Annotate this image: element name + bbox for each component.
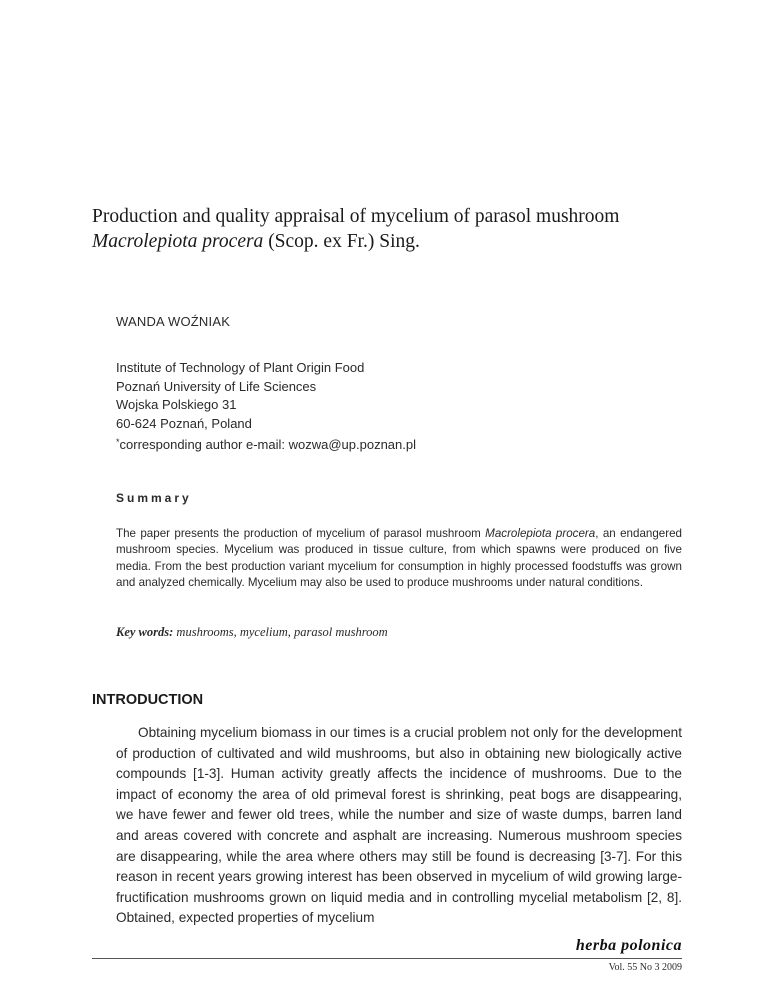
affiliation-line: Poznań University of Life Sciences xyxy=(116,378,317,394)
summary-text xyxy=(116,526,682,592)
corresponding-email: corresponding author e-mail: wozwa@up.poznan.pl xyxy=(119,437,416,452)
summary-heading: Summary xyxy=(116,491,192,505)
title-authority: (Scop. ex Fr.) Sing. xyxy=(263,231,420,252)
summary-species: Macrolepiota procera xyxy=(485,527,596,540)
introduction-heading: INTRODUCTION xyxy=(92,692,204,708)
affiliation-line: Wojska Polskiego 31 xyxy=(116,397,237,412)
summary-part-2: , an endangered mushroom species. Mycelium was produced in tissue culture, from which spawns were produced on five media. From the best production variant mycelium for consumption in highly processed foodstuffs was grown and analyzed chemically. Mycelium may also be used to produce mushrooms under natural conditions. xyxy=(116,527,682,590)
corresponding-author xyxy=(116,437,416,452)
keywords-label: Key words: xyxy=(116,625,174,639)
title-line-1: Production and quality appraisal of mycelium of parasol mushroom xyxy=(92,206,620,227)
keywords-text: mushrooms, mycelium, parasol mushroom xyxy=(173,625,388,639)
title-line-2 xyxy=(92,229,752,254)
author-name: WANDA WOŹNIAK xyxy=(116,314,231,329)
affiliation xyxy=(116,359,364,433)
introduction-text: Obtaining mycelium biomass in our times is a crucial problem not only for the development of production of cultivated and wild mushrooms, but also in obtaining new biologically active compounds [1-3]. Human activity greatly affects the incidence of mushrooms. Due to the impact of economy the area of old primeval forest is shrinking, peat bogs are disappearing, we have fewer and fewer old trees, while the number and size of waste dumps, barren land and areas covered with concrete and asphalt are increasing. Numerous mushroom species are disappearing, while the area where others may still be found is decreasing [3-7]. For this reason in recent years growing interest has been observed in mycelium of wild growing large-fructification mushrooms grown on liquid media and in controlling mycelial metabolism [2, 8]. Obtained, expected properties of mycelium xyxy=(116,725,682,926)
keywords xyxy=(116,625,388,640)
affiliation-line: Institute of Technology of Plant Origin Food xyxy=(116,360,365,375)
journal-volume: Vol. 55 No 3 2009 xyxy=(608,962,682,973)
journal-logo: herba polonica xyxy=(575,937,682,954)
title-species: Macrolepiota procera xyxy=(92,231,264,252)
corresponding-mark: * xyxy=(116,437,120,447)
footer-divider xyxy=(92,958,682,959)
affiliation-line: 60-624 Poznań, Poland xyxy=(116,415,252,431)
summary-part-1: The paper presents the production of mycelium of parasol mushroom xyxy=(116,527,486,540)
paper-title xyxy=(92,204,752,254)
